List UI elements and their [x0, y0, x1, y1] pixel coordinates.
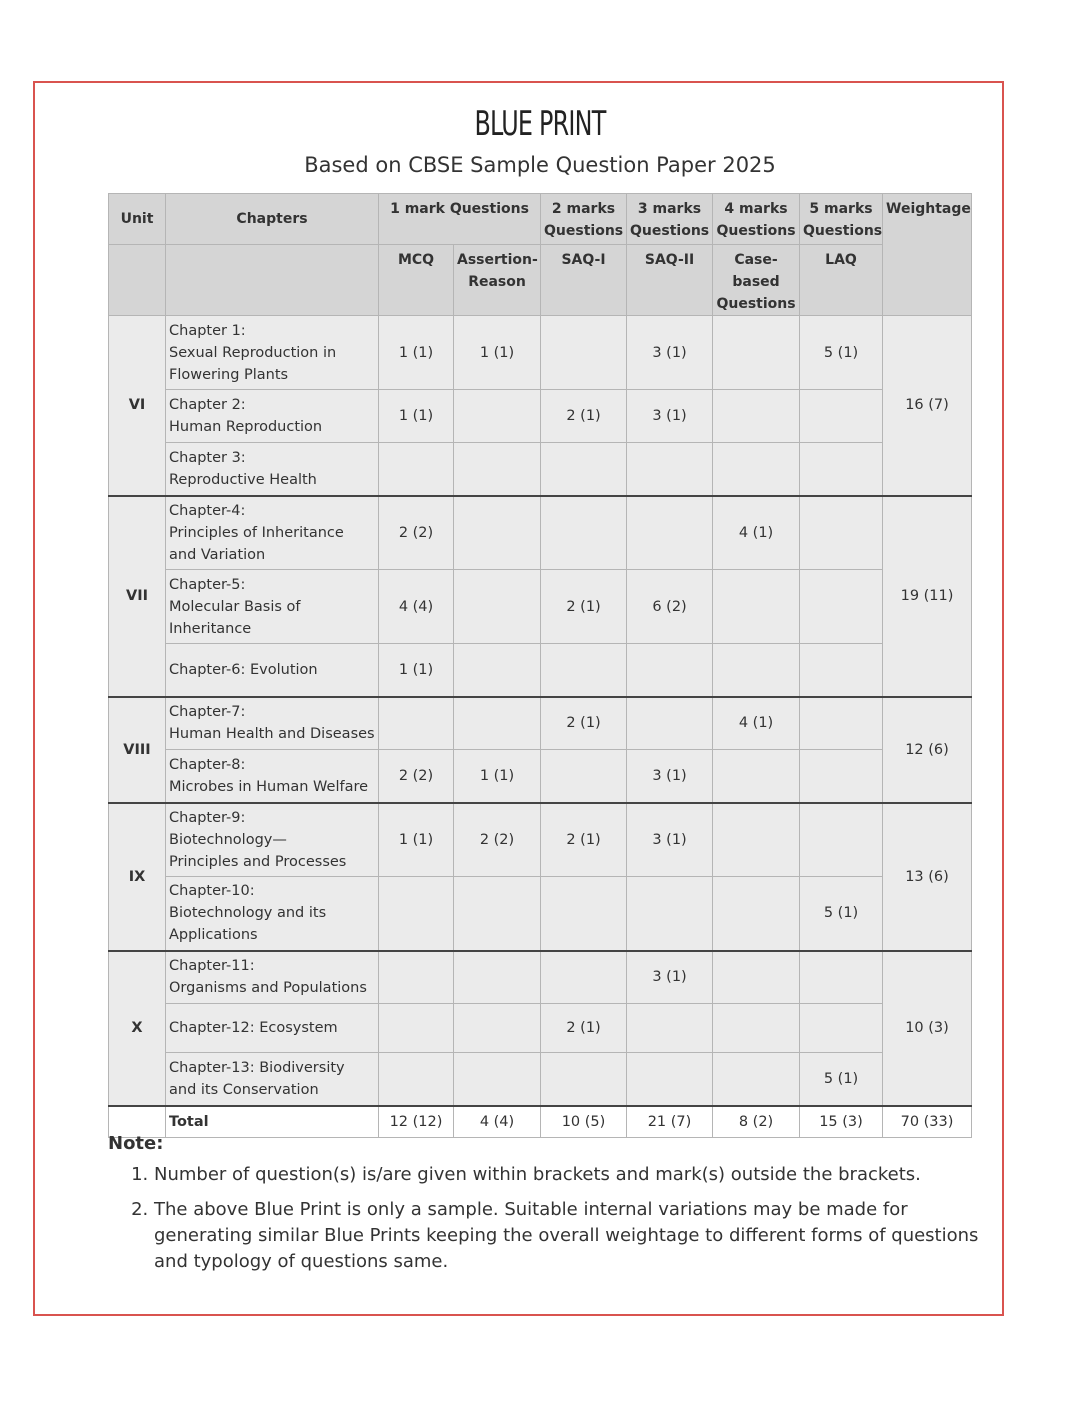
- header-saq1: SAQ-I: [541, 245, 627, 316]
- saq2-cell: [627, 496, 713, 570]
- weightage-cell: 16 (7): [883, 316, 972, 496]
- table-row: [109, 570, 972, 644]
- chapter-line: Biotechnology—: [169, 831, 287, 848]
- saq1-cell: [541, 316, 627, 390]
- table-row: [109, 316, 972, 390]
- saq2-cell: 3 (1): [627, 390, 713, 443]
- weightage-cell: 10 (3): [883, 951, 972, 1106]
- saq2-cell: [627, 1053, 713, 1106]
- case-cell: [713, 750, 800, 803]
- chapter-line: Chapter 2:: [169, 397, 246, 413]
- assertion-cell: [454, 390, 541, 443]
- page-subtitle: Based on CBSE Sample Question Paper 2025: [304, 153, 776, 177]
- assertion-cell: [454, 443, 541, 496]
- assertion-cell: [454, 1053, 541, 1106]
- header-three-marks: 3 marks Questions: [627, 194, 713, 245]
- mcq-cell: [379, 1004, 454, 1053]
- chapter-cell: [166, 803, 379, 877]
- header-one-mark: 1 mark Questions: [379, 194, 541, 245]
- assertion-cell: 1 (1): [454, 750, 541, 803]
- mcq-cell: 2 (2): [379, 496, 454, 570]
- saq2-cell: 6 (2): [627, 570, 713, 644]
- chapter-line: and Variation: [169, 546, 266, 563]
- laq-cell: 5 (1): [800, 316, 883, 390]
- laq-cell: [800, 697, 883, 750]
- mcq-cell: 1 (1): [379, 644, 454, 697]
- saq2-cell: 3 (1): [627, 750, 713, 803]
- chapter-cell: [166, 1004, 379, 1053]
- case-cell: [713, 644, 800, 697]
- note-item: 1. Number of question(s) is/are given within brackets and mark(s) outside the brackets.: [154, 1162, 988, 1188]
- mcq-cell: 2 (2): [379, 750, 454, 803]
- blueprint-table: [108, 193, 972, 1138]
- saq1-cell: [541, 750, 627, 803]
- mcq-cell: [379, 1053, 454, 1106]
- chapter-cell: [166, 390, 379, 443]
- chapter-line: Chapter-7:: [169, 704, 246, 721]
- case-cell: [713, 570, 800, 644]
- chapter-cell: [166, 443, 379, 496]
- saq1-cell: 2 (1): [541, 803, 627, 877]
- mcq-cell: [379, 951, 454, 1004]
- assertion-cell: [454, 644, 541, 697]
- laq-cell: [800, 644, 883, 697]
- case-cell: [713, 443, 800, 496]
- note-section: [108, 1133, 988, 1284]
- saq2-cell: [627, 644, 713, 697]
- chapter-line: Biotechnology and its: [169, 905, 327, 922]
- header-unit-blank: [109, 245, 166, 316]
- chapter-cell: [166, 697, 379, 750]
- chapter-line: Principles and Processes: [169, 853, 347, 870]
- unit-label: IX: [109, 803, 166, 951]
- assertion-cell: [454, 877, 541, 951]
- total-case: 8 (2): [713, 1106, 800, 1138]
- mcq-cell: [379, 443, 454, 496]
- case-cell: [713, 1004, 800, 1053]
- assertion-cell: 1 (1): [454, 316, 541, 390]
- saq2-cell: 3 (1): [627, 316, 713, 390]
- total-saq2: 21 (7): [627, 1106, 713, 1138]
- table-row: [109, 496, 972, 570]
- saq1-cell: [541, 877, 627, 951]
- chapter-cell: [166, 496, 379, 570]
- mcq-cell: 1 (1): [379, 316, 454, 390]
- saq1-cell: [541, 496, 627, 570]
- mcq-cell: 1 (1): [379, 390, 454, 443]
- saq1-cell: [541, 443, 627, 496]
- note-item: 2. The above Blue Print is only a sample. Suitable internal variations may be made for generating similar Blue Prints keeping the overall weightage to different forms of questions and typology of questions same.: [154, 1197, 988, 1275]
- note-title: Note:: [108, 1133, 164, 1154]
- case-cell: [713, 803, 800, 877]
- table-row: [109, 697, 972, 750]
- weightage-cell: 13 (6): [883, 803, 972, 951]
- header-saq2: SAQ-II: [627, 245, 713, 316]
- unit-label: VI: [109, 316, 166, 496]
- chapter-line: Flowering Plants: [169, 366, 289, 383]
- chapter-line: Inheritance: [169, 620, 252, 637]
- saq2-cell: [627, 443, 713, 496]
- header-four-marks: 4 marks Questions: [713, 194, 800, 245]
- assertion-cell: [454, 570, 541, 644]
- chapter-line: Chapter-13: Biodiversity: [169, 1059, 345, 1076]
- saq1-cell: [541, 644, 627, 697]
- chapter-line: Human Health and Diseases: [169, 726, 375, 743]
- laq-cell: [800, 951, 883, 1004]
- unit-label: VIII: [109, 697, 166, 803]
- chapter-line: Chapter-4:: [169, 502, 246, 519]
- total-mcq: 12 (12): [379, 1106, 454, 1138]
- table-row: [109, 1004, 972, 1053]
- saq1-cell: 2 (1): [541, 570, 627, 644]
- saq2-cell: [627, 877, 713, 951]
- laq-cell: [800, 750, 883, 803]
- header-five-marks: 5 marks Questions: [800, 194, 883, 245]
- total-weightage: 70 (33): [883, 1106, 972, 1138]
- case-cell: [713, 316, 800, 390]
- chapter-line: Chapter 3:: [169, 449, 246, 466]
- chapter-line: Principles of Inheritance: [169, 524, 344, 541]
- chapter-cell: [166, 951, 379, 1004]
- header-unit: Unit: [109, 194, 166, 245]
- laq-cell: [800, 443, 883, 496]
- saq1-cell: 2 (1): [541, 1004, 627, 1053]
- saq1-cell: [541, 1053, 627, 1106]
- case-cell: 4 (1): [713, 697, 800, 750]
- chapter-cell: [166, 1053, 379, 1106]
- chapter-line: Chapter-10:: [169, 883, 255, 900]
- mcq-cell: [379, 877, 454, 951]
- chapter-line: Reproductive Health: [169, 471, 317, 488]
- header-case-based: Case-based Questions: [713, 245, 800, 316]
- header-laq: LAQ: [800, 245, 883, 316]
- saq2-cell: [627, 1004, 713, 1053]
- case-cell: [713, 1053, 800, 1106]
- header-mcq: MCQ: [379, 245, 454, 316]
- case-cell: [713, 390, 800, 443]
- weightage-cell: 12 (6): [883, 697, 972, 803]
- header-two-marks: 2 marks Questions: [541, 194, 627, 245]
- saq1-cell: 2 (1): [541, 390, 627, 443]
- chapter-line: Chapter-8:: [169, 756, 246, 773]
- page-title: BLUE PRINT: [474, 104, 606, 144]
- table-row: [109, 951, 972, 1004]
- case-cell: [713, 951, 800, 1004]
- chapter-cell: [166, 570, 379, 644]
- assertion-cell: [454, 496, 541, 570]
- chapter-line: Human Reproduction: [169, 419, 323, 435]
- unit-label: VII: [109, 496, 166, 697]
- header-weightage: Weightage: [883, 194, 972, 316]
- chapter-line: Chapter-9:: [169, 809, 246, 826]
- chapter-line: Chapter-11:: [169, 958, 255, 975]
- total-laq: 15 (3): [800, 1106, 883, 1138]
- case-cell: [713, 877, 800, 951]
- note-list: [108, 1162, 988, 1275]
- saq2-cell: 3 (1): [627, 951, 713, 1004]
- assertion-cell: [454, 697, 541, 750]
- saq2-cell: 3 (1): [627, 803, 713, 877]
- laq-cell: 5 (1): [800, 877, 883, 951]
- laq-cell: [800, 803, 883, 877]
- chapter-line: Chapter-5:: [169, 576, 246, 593]
- assertion-cell: [454, 1004, 541, 1053]
- header-chapters: Chapters: [166, 194, 379, 245]
- assertion-cell: 2 (2): [454, 803, 541, 877]
- laq-cell: [800, 570, 883, 644]
- assertion-cell: [454, 951, 541, 1004]
- chapter-line: Organisms and Populations: [169, 980, 367, 997]
- table-row: [109, 750, 972, 803]
- chapter-cell: [166, 877, 379, 951]
- chapter-cell: [166, 644, 379, 697]
- mcq-cell: 1 (1): [379, 803, 454, 877]
- mcq-cell: 4 (4): [379, 570, 454, 644]
- laq-cell: [800, 1004, 883, 1053]
- table-row: [109, 644, 972, 697]
- mcq-cell: [379, 697, 454, 750]
- chapter-line: Chapter 1:: [169, 322, 246, 339]
- header-chapters-blank: [166, 245, 379, 316]
- weightage-cell: 19 (11): [883, 496, 972, 697]
- chapter-line: and its Conservation: [169, 1081, 319, 1098]
- total-saq1: 10 (5): [541, 1106, 627, 1138]
- chapter-line: Applications: [169, 927, 258, 944]
- table-row: [109, 443, 972, 496]
- table-row: [109, 1053, 972, 1106]
- saq2-cell: [627, 697, 713, 750]
- header-assertion-reason: Assertion-Reason: [454, 245, 541, 316]
- laq-cell: [800, 390, 883, 443]
- chapter-line: Microbes in Human Welfare: [169, 778, 369, 795]
- chapter-line: Molecular Basis of: [169, 598, 301, 615]
- table-row: [109, 390, 972, 443]
- table-row: [109, 877, 972, 951]
- total-label: Total: [166, 1106, 379, 1138]
- chapter-line: Chapter-12: Ecosystem: [169, 1020, 338, 1036]
- chapter-cell: [166, 316, 379, 390]
- laq-cell: [800, 496, 883, 570]
- laq-cell: 5 (1): [800, 1053, 883, 1106]
- unit-label: X: [109, 951, 166, 1106]
- saq1-cell: [541, 951, 627, 1004]
- saq1-cell: 2 (1): [541, 697, 627, 750]
- chapter-line: Sexual Reproduction in: [169, 344, 337, 361]
- table-row: [109, 803, 972, 877]
- case-cell: 4 (1): [713, 496, 800, 570]
- chapter-cell: [166, 750, 379, 803]
- total-assertion: 4 (4): [454, 1106, 541, 1138]
- chapter-line: Chapter-6: Evolution: [169, 661, 318, 678]
